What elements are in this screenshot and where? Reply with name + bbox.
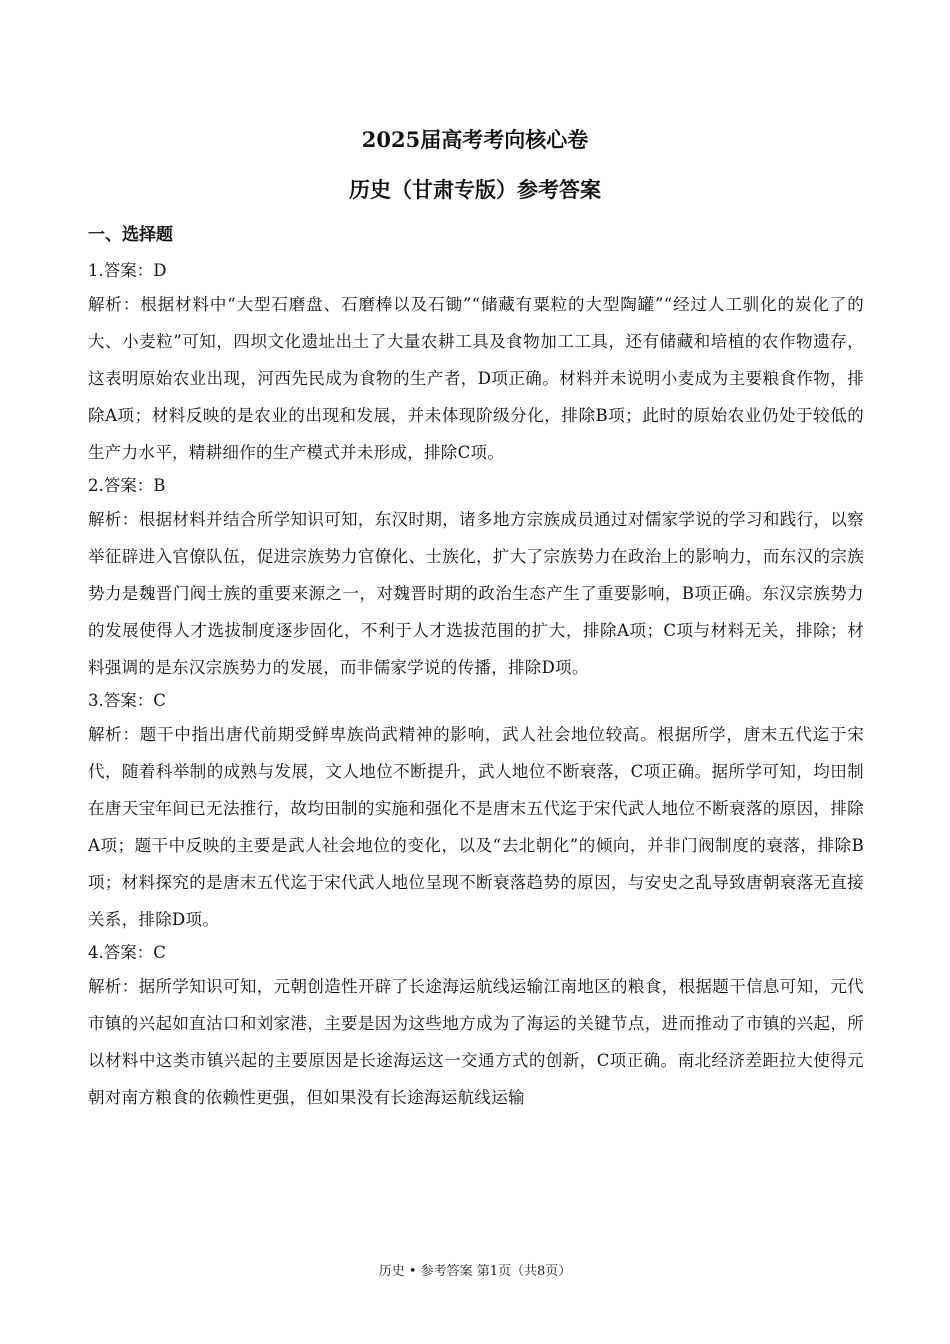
document-title: 2025届高考考向核心卷: [361, 127, 589, 152]
page-footer: 历史 • 参考答案 第1页（共8页）: [378, 1264, 572, 1279]
analysis-paragraph: 解析：根据材料并结合所学知识可知，东汉时期，诸多地方宗族成员通过对儒家学说的学习和践行，以察举征辟进入官僚队伍，促进宗族势力官僚化、士族化，扩大了宗族势力在政治上的影响力，而东汉的宗族势力是魏晋门阀士族的重要来源之一，对魏晋时期的政治生态产生了重要影响，B项正确。东汉宗族势力的发展使得人才选拔制度逐步固化，不利于人才选拔范围的扩大，排除A项；C项与材料无关，排除；材料强调的是东汉宗族势力的发展，而非儒家学说的传播，排除D项。: [88, 510, 864, 677]
answer-list: [88, 256, 864, 1116]
question-block-1: [88, 256, 864, 471]
section-heading: 一、选择题: [88, 225, 173, 245]
question-block-4: [88, 938, 864, 1116]
answer-line: 2.答案：B: [88, 476, 166, 495]
answer-line: 1.答案：D: [88, 261, 167, 280]
analysis-paragraph: 解析：据所学知识可知，元朝创造性开辟了长途海运航线运输江南地区的粮食，根据题干信息可知，元代市镇的兴起如直沽口和刘家港，主要是因为这些地方成为了海运的关键节点，进而推动了市镇的兴起，所以材料中这类市镇兴起的主要原因是长途海运这一交通方式的创新，C项正确。南北经济差距拉大使得元朝对南方粮食的依赖性更强，但如果没有长途海运航线运输: [88, 977, 864, 1107]
question-block-3: [88, 686, 864, 938]
answer-line: 3.答案：C: [88, 691, 166, 710]
analysis-paragraph: 解析：题干中指出唐代前期受鲜卑族尚武精神的影响，武人社会地位较高。根据所学，唐末五代迄于宋代，随着科举制的成熟与发展，文人地位不断提升，武人地位不断衰落，C项正确。据所学可知，均田制在唐天宝年间已无法推行，故均田制的实施和强化不是唐末五代迄于宋代武人地位不断衰落的原因，排除A项；题干中反映的主要是武人社会地位的变化，以及“去北朝化”的倾向，并非门阀制度的衰落，排除B项；材料探究的是唐末五代迄于宋代武人地位呈现不断衰落趋势的原因，与安史之乱导致唐朝衰落无直接关系，排除D项。: [88, 725, 864, 929]
question-block-2: [88, 471, 864, 686]
analysis-paragraph: 解析：根据材料中“大型石磨盘、石磨棒以及石锄”“储藏有粟粒的大型陶罐”“经过人工驯化的炭化了的大、小麦粒”可知，四坝文化遗址出土了大量农耕工具及食物加工工具，还有储藏和培植的农作物遗存，这表明原始农业出现，河西先民成为食物的生产者，D项正确。材料并未说明小麦成为主要粮食作物，排除A项；材料反映的是农业的出现和发展，并未体现阶级分化，排除B项；此时的原始农业仍处于较低的生产力水平，精耕细作的生产模式并未形成，排除C项。: [88, 295, 864, 462]
answer-line: 4.答案：C: [88, 943, 166, 962]
document-subtitle: 历史（甘肃专版）参考答案: [349, 177, 601, 202]
